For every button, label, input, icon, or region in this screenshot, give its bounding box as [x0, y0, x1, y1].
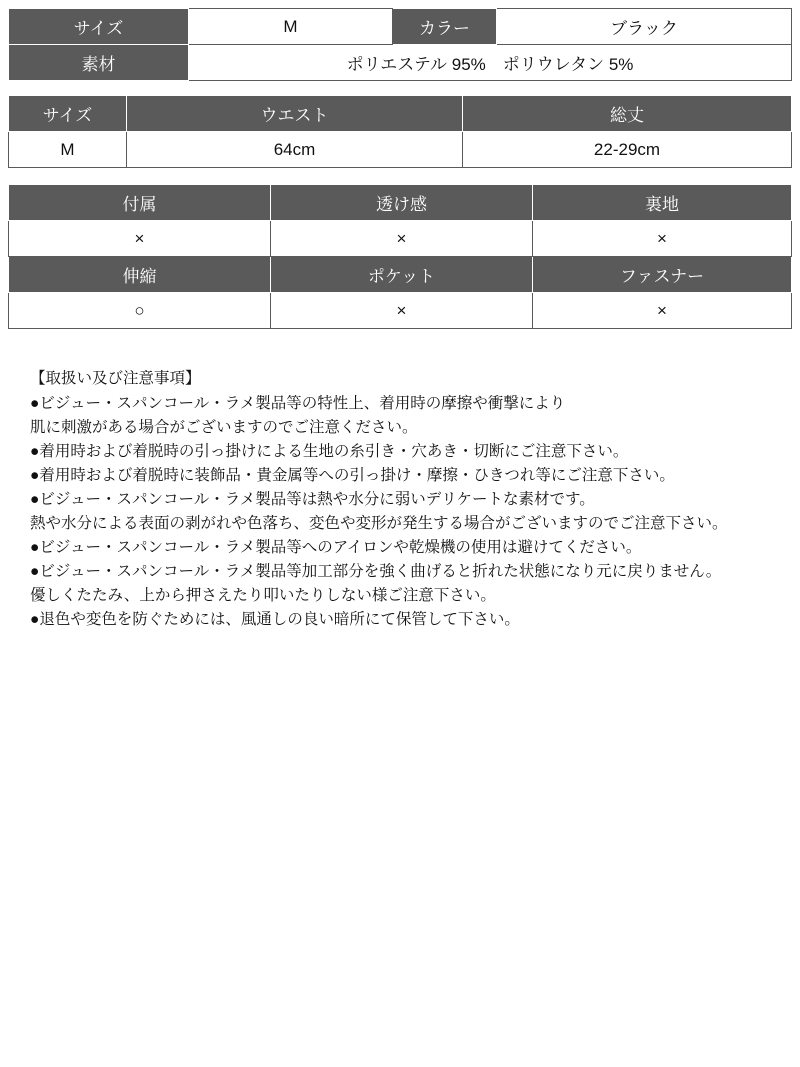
care-note-line: ●ビジュー・スパンコール・ラメ製品等は熱や水分に弱いデリケートな素材です。 [30, 491, 595, 509]
feature-value-stretch: ○ [9, 293, 271, 329]
care-note-line: ●着用時および着脱時に装飾品・貴金属等への引っ掛け・摩擦・ひきつれ等にご注意下さい。 [30, 467, 675, 485]
measurement-table [8, 95, 792, 168]
measure-header-length: 総丈 [463, 96, 792, 132]
care-note-line: ●ビジュー・スパンコール・ラメ製品等の特性上、着用時の摩擦や衝撃により [30, 395, 566, 413]
table-row [9, 293, 792, 329]
spec-material-value: ポリエステル 95% ポリウレタン 5% [189, 45, 792, 81]
spec-size-label: サイズ [9, 9, 189, 45]
feature-value-pocket: × [271, 293, 533, 329]
feature-header-sheerness: 透け感 [271, 185, 533, 221]
care-note-line: ●退色や変色を防ぐためには、風通しの良い暗所にて保管して下さい。 [30, 611, 520, 629]
spec-size-value: M [189, 9, 393, 45]
feature-header-stretch: 伸縮 [9, 257, 271, 293]
feature-header-accessory: 付属 [9, 185, 271, 221]
measure-value-length: 22-29cm [463, 132, 792, 168]
spec-material-label: 素材 [9, 45, 189, 81]
feature-value-zipper: × [533, 293, 792, 329]
measure-value-size: M [9, 132, 127, 168]
feature-value-lining: × [533, 221, 792, 257]
feature-header-pocket: ポケット [271, 257, 533, 293]
care-notes-title: 【取扱い及び注意事項】 [30, 370, 201, 387]
table-row [9, 96, 792, 132]
table-row [9, 45, 792, 81]
care-note-line: ●着用時および着脱時の引っ掛けによる生地の糸引き・穴あき・切断にご注意下さい。 [30, 443, 629, 461]
measure-header-waist: ウエスト [127, 96, 463, 132]
spec-table [8, 8, 792, 81]
feature-value-accessory: × [9, 221, 271, 257]
care-note-line: ●ビジュー・スパンコール・ラメ製品等加工部分を強く曲げると折れた状態になり元に戻りません。 [30, 563, 722, 581]
feature-value-sheerness: × [271, 221, 533, 257]
table-row [9, 257, 792, 293]
table-row [9, 9, 792, 45]
measure-value-waist: 64cm [127, 132, 463, 168]
care-note-line: 優しくたたみ、上から押さえたり叩いたりしない様ご注意下さい。 [30, 587, 496, 605]
spec-color-label: カラー [393, 9, 497, 45]
spec-color-value: ブラック [497, 9, 792, 45]
care-note-line: 肌に刺激がある場合がございますのでご注意ください。 [30, 419, 418, 437]
feature-header-lining: 裏地 [533, 185, 792, 221]
table-row [9, 132, 792, 168]
table-row [9, 185, 792, 221]
measure-header-size: サイズ [9, 96, 127, 132]
feature-header-zipper: ファスナー [533, 257, 792, 293]
care-note-line: ●ビジュー・スパンコール・ラメ製品等へのアイロンや乾燥機の使用は避けてください。 [30, 539, 642, 557]
feature-table [8, 184, 792, 329]
care-note-line: 熱や水分による表面の剥がれや色落ち、変色や変形が発生する場合がございますのでご注意下さい。 [30, 515, 728, 533]
care-notes [8, 367, 792, 632]
table-row [9, 221, 792, 257]
